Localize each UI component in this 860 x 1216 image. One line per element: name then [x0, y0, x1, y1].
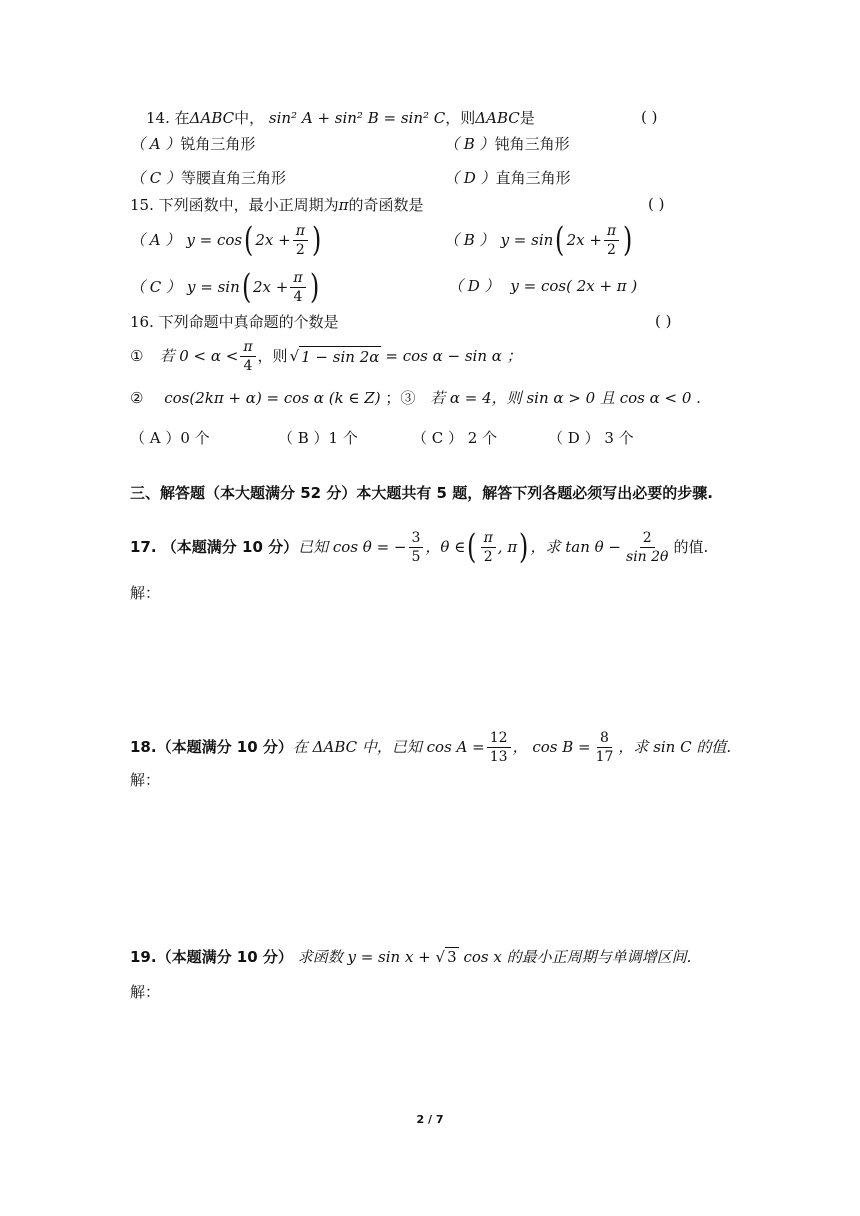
q16-option-d[interactable]: （ D ） 3 个: [548, 429, 634, 447]
q19-stem: 19.（本题满分 10 分） 求函数 y = sin x + √ 3 cos x 的最小正周期与单调增区间.: [130, 948, 692, 966]
q14-number: 14.: [146, 109, 170, 127]
sqrt-icon: √: [289, 347, 300, 365]
q15-stem: 15. 下列函数中，最小正周期为π的奇函数是: [130, 196, 424, 214]
q15-option-d[interactable]: （ D ） y = cos( 2x + π ): [448, 277, 638, 295]
sqrt-icon: √: [435, 948, 446, 966]
q16-statement-1: ① 若 0 < α < $\frac{\pi}{4}$ ，则 √ 1 − sin 2α = cos α − sin α ；: [130, 338, 522, 374]
q19-number: 19.（本题满分 10 分）: [130, 948, 293, 966]
q17-number: 17. （本题满分 10 分）: [130, 538, 299, 556]
q14-option-d[interactable]: （ D ）直角三角形: [444, 169, 571, 187]
q16-option-b[interactable]: （ B ）1 个: [278, 429, 358, 447]
section-heading: 三、解答题（本大题满分 52 分）本大题共有 5 题，解答下列各题必须写出必要的步骤.: [130, 484, 713, 502]
q14-formula: sin² A + sin² B = sin² C: [268, 109, 446, 127]
q15-option-a[interactable]: （ A ） y = cos ( 2x + $\frac{\pi}{2}$ ): [130, 220, 322, 260]
fraction: $\frac{\pi}{2}$: [293, 222, 308, 259]
fraction: $\frac{\pi}{2}$: [481, 529, 496, 566]
q18-stem: 18.（本题满分 10 分） 在 ΔABC 中，已知 cos A = $\frac{12}{13}$ ， cos B = $\frac{8}{17}$ ，求 sin C 的值.: [130, 729, 732, 765]
q19-answer-label: 解：: [130, 983, 161, 1001]
q17-answer-label: 解：: [130, 584, 161, 602]
q16-option-a[interactable]: （ A ）0 个: [130, 429, 210, 447]
q18-number: 18.（本题满分 10 分）: [130, 738, 293, 756]
fraction: $\frac{\pi}{4}$: [290, 269, 305, 306]
q15-option-b[interactable]: （ B ） y = sin ( 2x + $\frac{\pi}{2}$ ): [444, 220, 633, 260]
q17-stem: 17. （本题满分 10 分） 已知 cos θ = − $\frac{3}{5}$ ，θ ∈ ( $\frac{\pi}{2}$ , π ) ，求 tan θ − $\frac{2}{\sin 2\theta}$ 的值.: [130, 527, 709, 567]
q16-stem: 16. 下列命题中真命题的个数是: [130, 313, 339, 331]
fraction: $\frac{2}{\sin 2\theta}$: [626, 529, 669, 565]
q16-number: 16.: [130, 313, 154, 331]
q15-number: 15.: [130, 196, 154, 214]
q14-answer-paren[interactable]: ( ): [641, 108, 658, 126]
q16-statement-2-3: ② cos(2kπ + α) = cos α (k ∈ Z) ；③ 若 α = 4，则 sin α > 0 且 cos α < 0 .: [130, 389, 701, 407]
fraction: $\frac{\pi}{4}$: [240, 338, 255, 375]
q14-stem: 14. 在ΔABC中， sin² A + sin² B = sin² C，则ΔABC是: [146, 109, 535, 127]
q16-answer-paren[interactable]: ( ): [655, 312, 672, 330]
q18-answer-label: 解：: [130, 771, 161, 789]
q15-answer-paren[interactable]: ( ): [648, 195, 665, 213]
q15-option-c[interactable]: （ C ） y = sin ( 2x + $\frac{\pi}{4}$ ): [130, 267, 319, 307]
fraction: $\frac{3}{5}$: [409, 529, 424, 566]
q14-option-a[interactable]: （ A ）锐角三角形: [130, 135, 256, 153]
q14-option-b[interactable]: （ B ）钝角三角形: [444, 135, 570, 153]
q14-option-c[interactable]: （ C ）等腰直角三角形: [130, 169, 287, 187]
fraction: $\frac{12}{13}$: [487, 729, 511, 766]
fraction: $\frac{\pi}{2}$: [604, 222, 619, 259]
q16-option-c[interactable]: （ C ） 2 个: [412, 429, 498, 447]
page-number: 2 / 7: [416, 1113, 444, 1126]
fraction: $\frac{8}{17}$: [595, 729, 614, 765]
